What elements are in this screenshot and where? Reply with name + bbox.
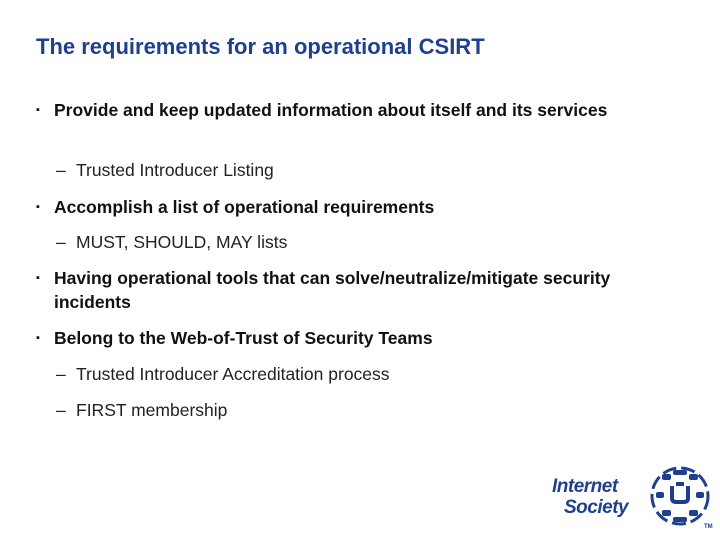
bullet-text: Belong to the Web-of-Trust of Security Teams (54, 328, 433, 348)
bullet-2 (36, 195, 636, 219)
bullet-3 (36, 266, 636, 314)
internet-society-globe-icon (648, 464, 712, 528)
sub-bullet-4-1 (56, 362, 616, 386)
sub-bullet-text: Trusted Introducer Accreditation process (76, 364, 390, 384)
logo-line-2: Society (564, 497, 629, 518)
bullet-marker: ▪ (36, 272, 40, 284)
sub-marker: – (56, 364, 66, 384)
sub-bullet-text: FIRST membership (76, 400, 228, 420)
sub-bullet-4-2 (56, 398, 616, 422)
bullet-marker: ▪ (36, 332, 40, 344)
logo-wordmark (552, 476, 628, 518)
bullet-marker: ▪ (36, 201, 40, 213)
trademark-label: TM (704, 524, 713, 530)
sub-bullet-text: MUST, SHOULD, MAY lists (76, 232, 288, 252)
sub-bullet-2-1 (56, 230, 616, 254)
internet-society-logo (548, 462, 718, 536)
sub-marker: – (56, 232, 66, 252)
sub-bullet-text: Trusted Introducer Listing (76, 160, 274, 180)
slide-title: The requirements for an operational CSIRT (36, 34, 485, 59)
logo-line-1: Internet (552, 476, 618, 497)
bullet-4 (36, 326, 636, 350)
bullet-text: Accomplish a list of operational requirements (54, 197, 435, 217)
bullet-marker: ▪ (36, 104, 40, 116)
bullet-text: Provide and keep updated information about itself and its services (54, 100, 608, 120)
sub-marker: – (56, 160, 66, 180)
sub-bullet-1-1 (56, 158, 616, 182)
bullet-1 (36, 98, 636, 122)
bullet-text: Having operational tools that can solve/neutralize/mitigate security incidents (54, 268, 611, 312)
sub-marker: – (56, 400, 66, 420)
